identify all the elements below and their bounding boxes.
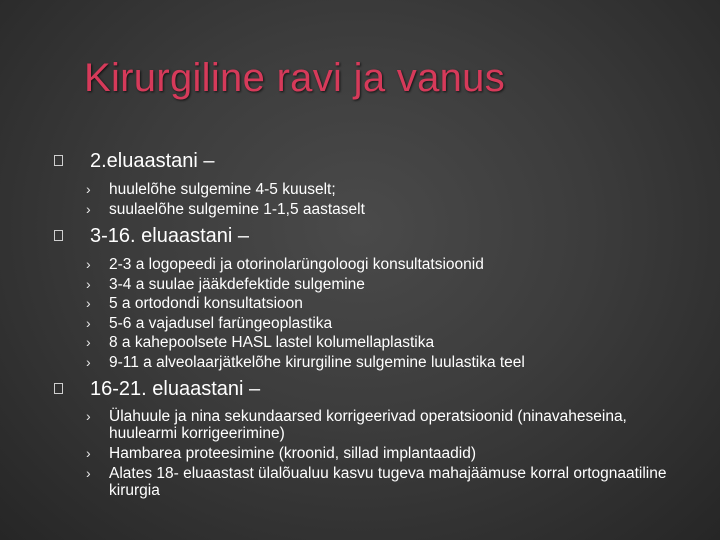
section-heading-text: 3-16. eluaastani – bbox=[90, 225, 250, 247]
chevron-right-icon: › bbox=[86, 408, 91, 424]
list-item-text: 2-3 a logopeedi ja otorinolarüngoloogi konsultatsioonid bbox=[109, 256, 484, 273]
list-item-text: huulelõhe sulgemine 4-5 kuuselt; bbox=[109, 181, 336, 198]
section-heading bbox=[52, 148, 672, 174]
list-item bbox=[52, 314, 672, 334]
list-item-text: suulaelõhe sulgemine 1-1,5 aastaselt bbox=[109, 200, 365, 218]
list-item-text: 5 a ortodondi konsultatsioon bbox=[109, 295, 303, 312]
section-heading-text: 16-21. eluaastani – bbox=[90, 378, 261, 400]
list-item-text: Alates 18- eluaastast ülalõualuu kasvu tugeva mahajäämuse korral ortognaatiline kirurgia bbox=[109, 465, 667, 499]
list-item-text: 9-11 a alveolaarjätkelõhe kirurgiline sulgemine luulastika teel bbox=[109, 353, 525, 371]
slide-title: Kirurgiline ravi ja vanus bbox=[84, 56, 506, 100]
square-box-icon bbox=[54, 383, 63, 394]
list-item bbox=[52, 294, 672, 314]
list-item bbox=[52, 275, 672, 295]
chevron-right-icon: › bbox=[86, 181, 91, 197]
list-item bbox=[52, 255, 672, 275]
chevron-right-icon: › bbox=[86, 295, 91, 311]
list-item bbox=[52, 353, 672, 373]
section-heading bbox=[52, 223, 672, 249]
chevron-right-icon: › bbox=[86, 256, 91, 272]
list-item-text: Hambarea proteesimine (kroonid, sillad implantaadid) bbox=[109, 445, 477, 462]
chevron-right-icon: › bbox=[86, 353, 91, 370]
chevron-right-icon: › bbox=[86, 275, 91, 292]
chevron-right-icon: › bbox=[86, 314, 91, 331]
list-item bbox=[52, 465, 672, 499]
chevron-right-icon: › bbox=[86, 465, 91, 481]
section-heading bbox=[52, 376, 672, 402]
list-item-text: 5-6 a vajadusel farüngeoplastika bbox=[109, 314, 333, 332]
chevron-right-icon: › bbox=[86, 334, 91, 350]
list-item bbox=[52, 200, 672, 220]
chevron-right-icon: › bbox=[86, 445, 91, 461]
chevron-right-icon: › bbox=[86, 200, 91, 217]
section-heading-text: 2.eluaastani – bbox=[90, 150, 215, 172]
list-item bbox=[52, 445, 672, 462]
list-item-text: 3-4 a suulae jääkdefektide sulgemine bbox=[109, 275, 365, 293]
list-item bbox=[52, 180, 672, 200]
list-item-text: Ülahuule ja nina sekundaarsed korrigeerivad operatsioonid (ninavaheseina, huulearmi korrigeerimine) bbox=[109, 408, 627, 442]
square-box-icon bbox=[54, 230, 63, 241]
slide-content bbox=[52, 148, 672, 499]
list-item bbox=[52, 333, 672, 353]
list-item bbox=[52, 408, 672, 442]
square-box-icon bbox=[54, 155, 63, 166]
list-item-text: 8 a kahepoolsete HASL lastel kolumellaplastika bbox=[109, 334, 435, 351]
